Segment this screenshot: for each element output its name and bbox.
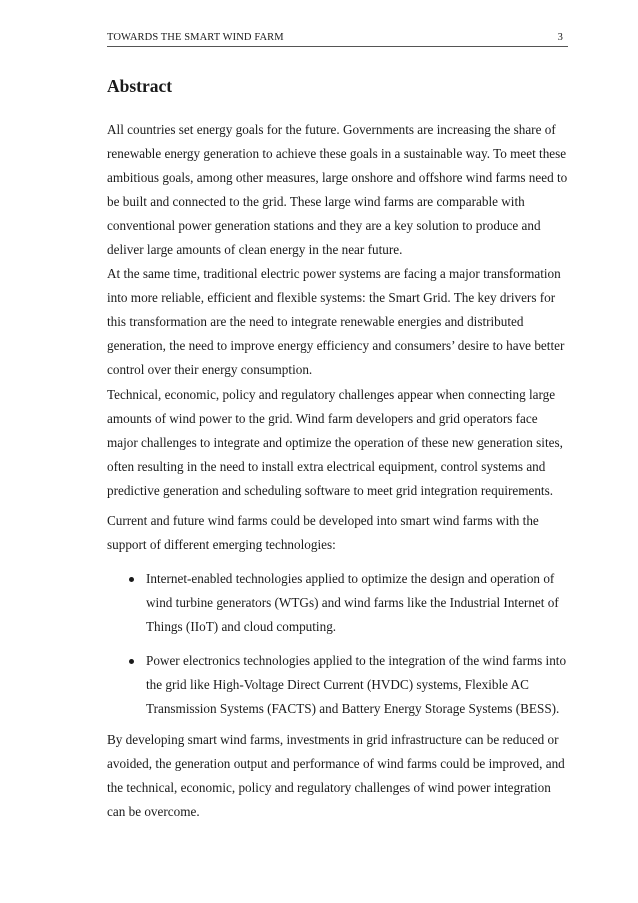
abstract-paragraph-4: Current and future wind farms could be developed into smart wind farms with the support of different emerging technologies: bbox=[107, 513, 539, 552]
running-title: TOWARDS THE SMART WIND FARM bbox=[107, 32, 284, 43]
bullet-text: Power electronics technologies applied to the integration of the wind farms into the grid like High-Voltage Direct Current (HVDC) systems, Flexible AC Transmission Systems (FACTS) and Battery Energy Storage Systems (BESS). bbox=[146, 653, 567, 716]
list-item bbox=[107, 567, 569, 639]
list-item bbox=[107, 649, 569, 721]
header-rule bbox=[107, 46, 568, 47]
abstract-paragraph-2: At the same time, traditional electric power systems are facing a major transformation into more reliable, efficient and flexible systems: the Smart Grid. The key drivers for this transformation are the need to integrate renewable energies and distributed generation, the need to improve energy efficiency and consumers’ desire to have better control over their energy consumption. bbox=[107, 266, 565, 377]
abstract-paragraph-1: All countries set energy goals for the future. Governments are increasing the share of renewable energy generation to achieve these goals in a sustainable way. To meet these ambitious goals, among other measures, large onshore and offshore wind farms need to be built and connected to the grid. These large wind farms are comparable with conventional power generation stations and they are a key solution to produce and deliver large amounts of clean energy in the near future. bbox=[107, 122, 568, 257]
bullet-text: Internet-enabled technologies applied to optimize the design and operation of wind turbine generators (WTGs) and wind farms like the Industrial Internet of Things (IIoT) and cloud computing. bbox=[146, 571, 559, 634]
technology-bullet-list bbox=[107, 567, 569, 721]
page-number: 3 bbox=[557, 32, 563, 43]
abstract-paragraph-3: Technical, economic, policy and regulatory challenges appear when connecting large amounts of wind power to the grid. Wind farm developers and grid operators face major challenges to integrate and optimize the operation of these new generation sites, often resulting in the need to install extra electrical equipment, control systems and predictive generation and scheduling software to meet grid integration requirements. bbox=[107, 387, 563, 498]
closing-paragraph: By developing smart wind farms, investments in grid infrastructure can be reduced or avoided, the generation output and performance of wind farms could be improved, and the technical, economic, policy and regulatory challenges of wind power integration can be overcome. bbox=[107, 732, 565, 819]
section-heading: Abstract bbox=[107, 76, 173, 96]
bullet-icon bbox=[129, 577, 134, 582]
bullet-icon bbox=[129, 659, 134, 664]
